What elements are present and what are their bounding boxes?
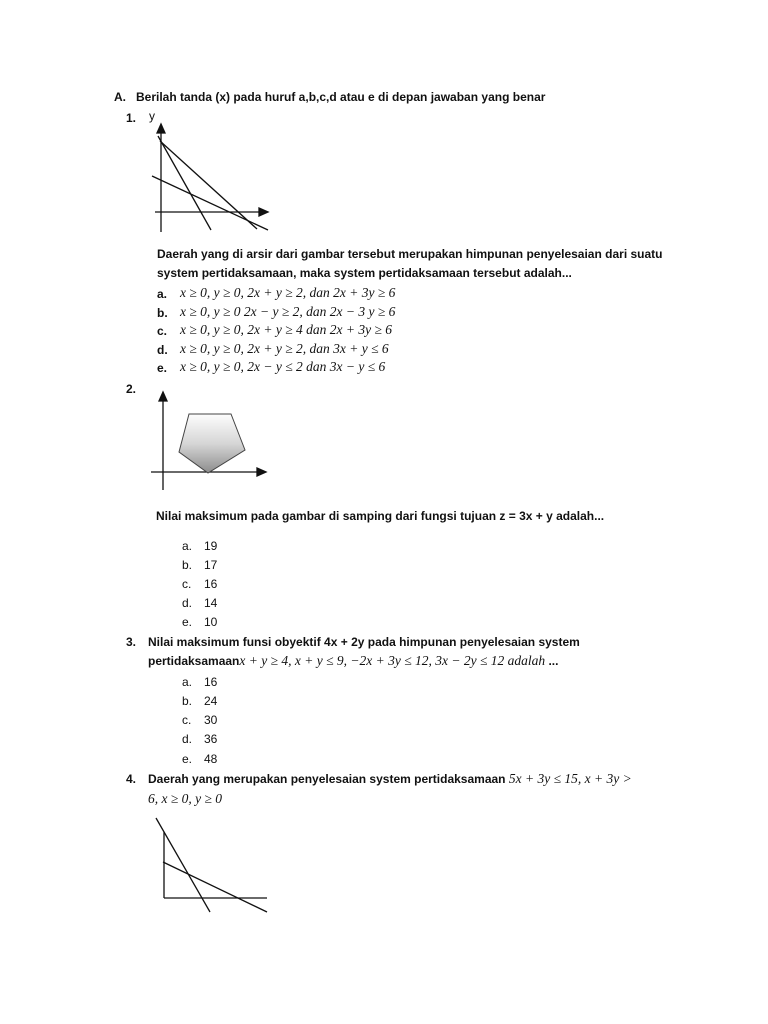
q4-line-shallow xyxy=(163,862,267,912)
q1-option-e-letter: e. xyxy=(157,361,168,375)
q2-number: 2. xyxy=(126,382,137,396)
q1-option-e[interactable]: x ≥ 0, y ≥ 0, 2x − y ≤ 2 dan 3x − y ≤ 6 xyxy=(180,359,386,374)
q3-number: 3. xyxy=(126,635,137,649)
q2-option-c[interactable]: 16 xyxy=(204,577,218,591)
q3-option-a[interactable]: 16 xyxy=(204,675,218,689)
q3-line2-text: pertidaksamaan xyxy=(148,654,240,668)
q1-option-b[interactable]: x ≥ 0, y ≥ 0 2x − y ≥ 2, dan 2x − 3 y ≥ 6 xyxy=(180,304,396,319)
q1-option-a-letter: a. xyxy=(157,287,168,301)
q2-question: Nilai maksimum pada gambar di samping dari fungsi tujuan z = 3x + y adalah... xyxy=(156,509,605,523)
q1-text-line1: Daerah yang di arsir dari gambar tersebut merupakan himpunan penyelesaian dari suatu xyxy=(157,247,663,261)
q2-option-b-letter: b. xyxy=(182,558,193,572)
q3-option-e-letter: e. xyxy=(182,752,193,766)
q2-option-d-letter: d. xyxy=(182,596,193,610)
q1-option-b-letter: b. xyxy=(157,306,168,320)
q1-option-c-letter: c. xyxy=(157,324,168,338)
q3-line1: Nilai maksimum funsi obyektif 4x + 2y pada himpunan penyelesaian system xyxy=(148,635,580,649)
q3-option-c[interactable]: 30 xyxy=(204,713,218,727)
q1-number: 1. xyxy=(126,111,137,125)
q3-option-c-letter: c. xyxy=(182,713,192,727)
q2-option-b[interactable]: 17 xyxy=(204,558,218,572)
q1-option-d[interactable]: x ≥ 0, y ≥ 0, 2x + y ≥ 2, dan 3x + y ≤ 6 xyxy=(180,341,389,356)
q4-line1-math: 5x + 3y ≤ 15, x + 3y > xyxy=(508,771,632,786)
section-instruction: Berilah tanda (x) pada huruf a,b,c,d atau e di depan jawaban yang benar xyxy=(136,90,546,104)
q3-option-d-letter: d. xyxy=(182,732,193,746)
q4-line1-text: Daerah yang merupakan penyelesaian system pertidaksamaan xyxy=(148,772,509,786)
q2-option-d[interactable]: 14 xyxy=(204,596,218,610)
q3-option-b-letter: b. xyxy=(182,694,193,708)
q3-option-e[interactable]: 48 xyxy=(204,752,218,766)
q4-number: 4. xyxy=(126,772,137,786)
section-marker: A. xyxy=(114,90,126,104)
q2-option-e[interactable]: 10 xyxy=(204,615,218,629)
q2-option-c-letter: c. xyxy=(182,577,192,591)
q1-text-line2: system pertidaksamaan, maka system pertidaksamaan tersebut adalah... xyxy=(157,266,572,280)
q1-option-a[interactable]: x ≥ 0, y ≥ 0, 2x + y ≥ 2, dan 2x + 3y ≥ 6 xyxy=(180,285,396,300)
q4-line2: 6, x ≥ 0, y ≥ 0 xyxy=(148,791,223,806)
q1-option-d-letter: d. xyxy=(157,343,168,357)
q2-option-a-letter: a. xyxy=(182,539,193,553)
q2-option-e-letter: e. xyxy=(182,615,193,629)
q3-option-b[interactable]: 24 xyxy=(204,694,218,708)
q3-option-a-letter: a. xyxy=(182,675,193,689)
q2-option-a[interactable]: 19 xyxy=(204,539,218,553)
q1-y-axis-label: y xyxy=(149,109,155,123)
q3-option-d[interactable]: 36 xyxy=(204,732,218,746)
q3-line2-math: x + y ≥ 4, x + y ≤ 9, −2x + 3y ≤ 12, 3x − 2y ≤ 12 adalah xyxy=(239,653,546,668)
q1-option-c[interactable]: x ≥ 0, y ≥ 0, 2x + y ≥ 4 dan 2x + 3y ≥ 6 xyxy=(180,322,393,337)
q3-line2-end: ... xyxy=(545,654,559,668)
